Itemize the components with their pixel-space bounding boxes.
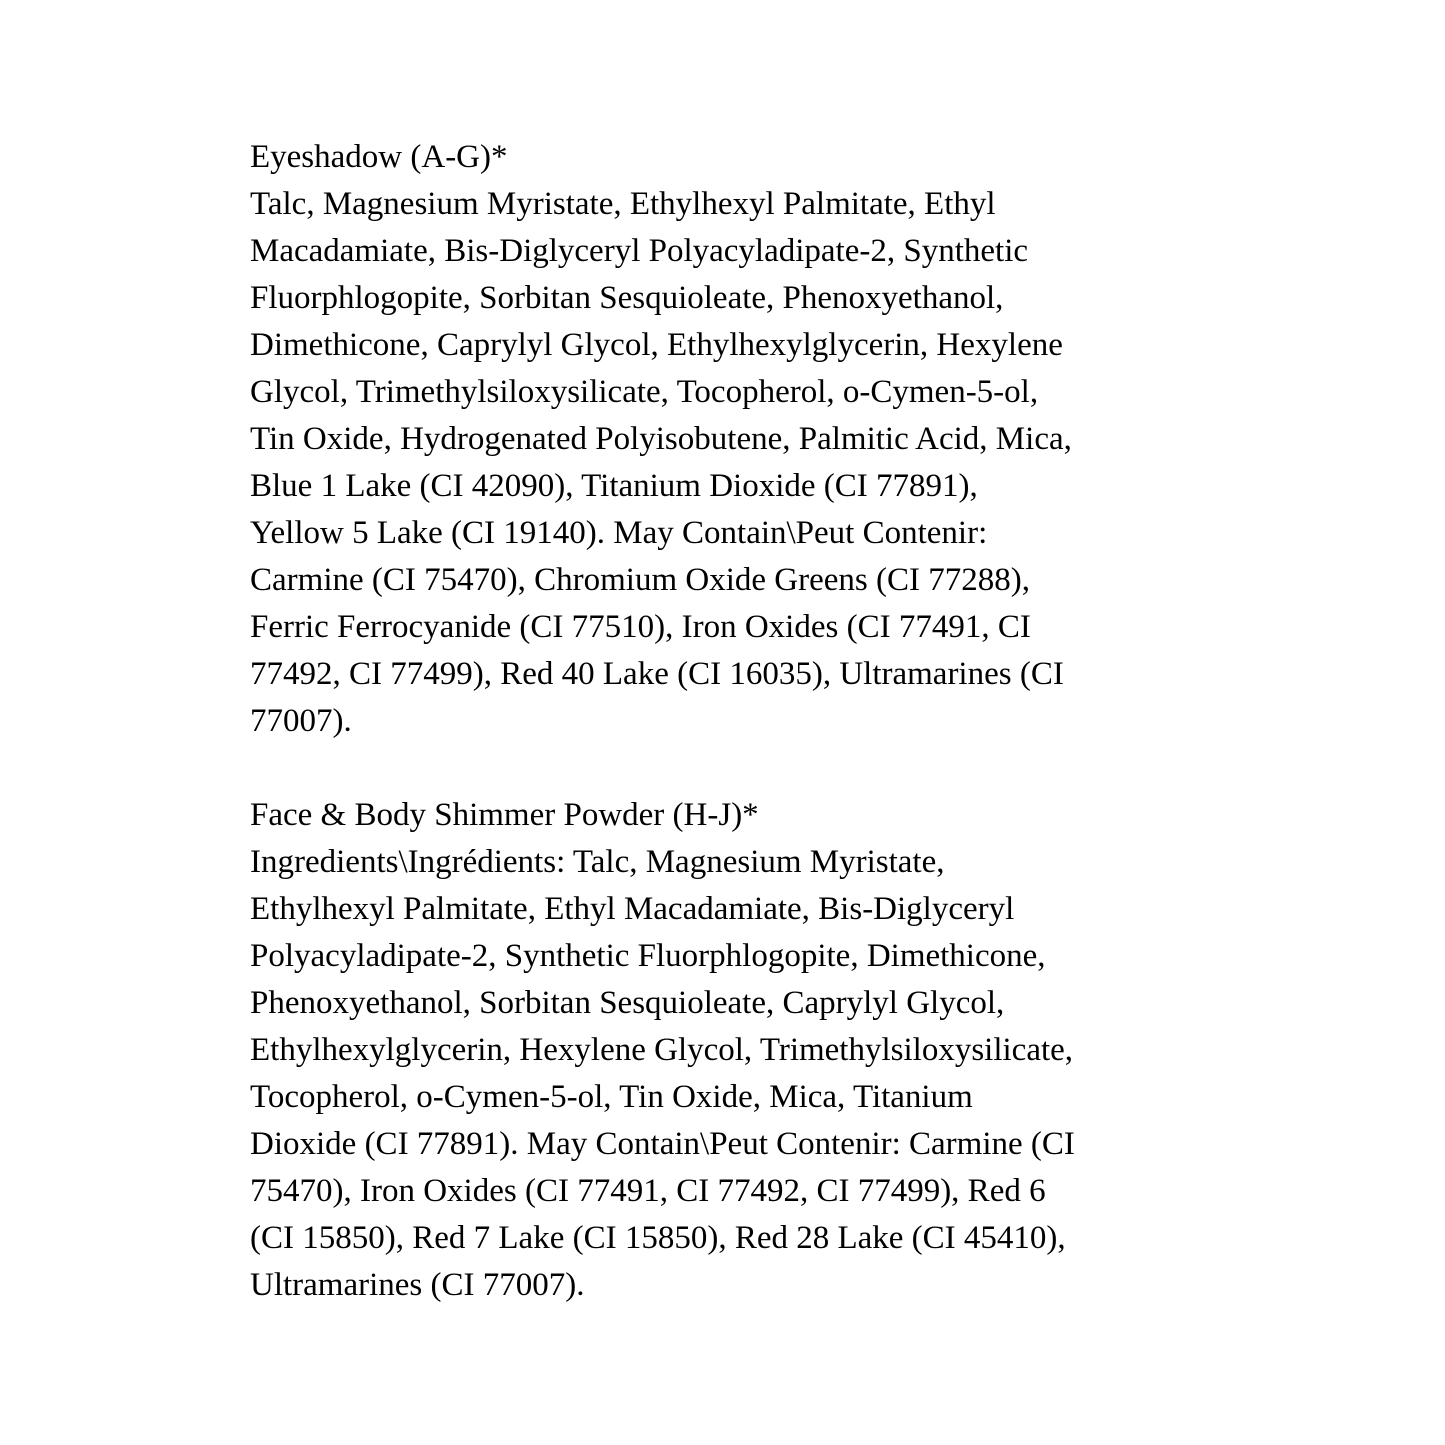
ingredients-line: Macadamiate, Bis-Diglyceryl Polyacyladipate-2, Synthetic <box>250 233 1029 269</box>
ingredients-line: Ethylhexyl Palmitate, Ethyl Macadamiate, Bis-Diglyceryl <box>250 891 1015 927</box>
section-title-eyeshadow: Eyeshadow (A-G)* <box>250 139 508 175</box>
ingredients-line: Ultramarines (CI 77007). <box>250 1267 585 1303</box>
ingredients-line: Talc, Magnesium Myristate, Ethylhexyl Palmitate, Ethyl <box>250 186 996 222</box>
ingredients-line: Ferric Ferrocyanide (CI 77510), Iron Oxides (CI 77491, CI <box>250 609 1031 645</box>
ingredients-document <box>250 134 1075 1309</box>
ingredients-line: 75470), Iron Oxides (CI 77491, CI 77492, CI 77499), Red 6 <box>250 1173 1046 1209</box>
ingredients-line: Tocopherol, o-Cymen-5-ol, Tin Oxide, Mica, Titanium <box>250 1079 973 1115</box>
ingredients-line: Fluorphlogopite, Sorbitan Sesquioleate, Phenoxyethanol, <box>250 280 1004 316</box>
ingredients-line: Tin Oxide, Hydrogenated Polyisobutene, Palmitic Acid, Mica, <box>250 421 1072 457</box>
section-shimmer-powder <box>250 792 1075 1309</box>
ingredients-line: Ethylhexylglycerin, Hexylene Glycol, Trimethylsiloxysilicate, <box>250 1032 1074 1068</box>
ingredients-line: Glycol, Trimethylsiloxysilicate, Tocopherol, o-Cymen-5-ol, <box>250 374 1039 410</box>
ingredients-line: 77492, CI 77499), Red 40 Lake (CI 16035), Ultramarines (CI <box>250 656 1064 692</box>
ingredients-line: Ingredients\Ingrédients: Talc, Magnesium Myristate, <box>250 844 945 880</box>
ingredients-line: Yellow 5 Lake (CI 19140). May Contain\Peut Contenir: <box>250 515 988 551</box>
ingredients-line: Polyacyladipate-2, Synthetic Fluorphlogopite, Dimethicone, <box>250 938 1046 974</box>
ingredients-line: Dimethicone, Caprylyl Glycol, Ethylhexylglycerin, Hexylene <box>250 327 1063 363</box>
section-eyeshadow <box>250 134 1075 745</box>
ingredients-line: (CI 15850), Red 7 Lake (CI 15850), Red 28 Lake (CI 45410), <box>250 1220 1066 1256</box>
ingredients-line: Carmine (CI 75470), Chromium Oxide Greens (CI 77288), <box>250 562 1030 598</box>
ingredients-line: Dioxide (CI 77891). May Contain\Peut Contenir: Carmine (CI <box>250 1126 1075 1162</box>
ingredients-line: Phenoxyethanol, Sorbitan Sesquioleate, Caprylyl Glycol, <box>250 985 1005 1021</box>
section-title-shimmer-powder: Face & Body Shimmer Powder (H-J)* <box>250 797 759 833</box>
ingredients-line: Blue 1 Lake (CI 42090), Titanium Dioxide (CI 77891), <box>250 468 978 504</box>
ingredients-line: 77007). <box>250 703 352 739</box>
